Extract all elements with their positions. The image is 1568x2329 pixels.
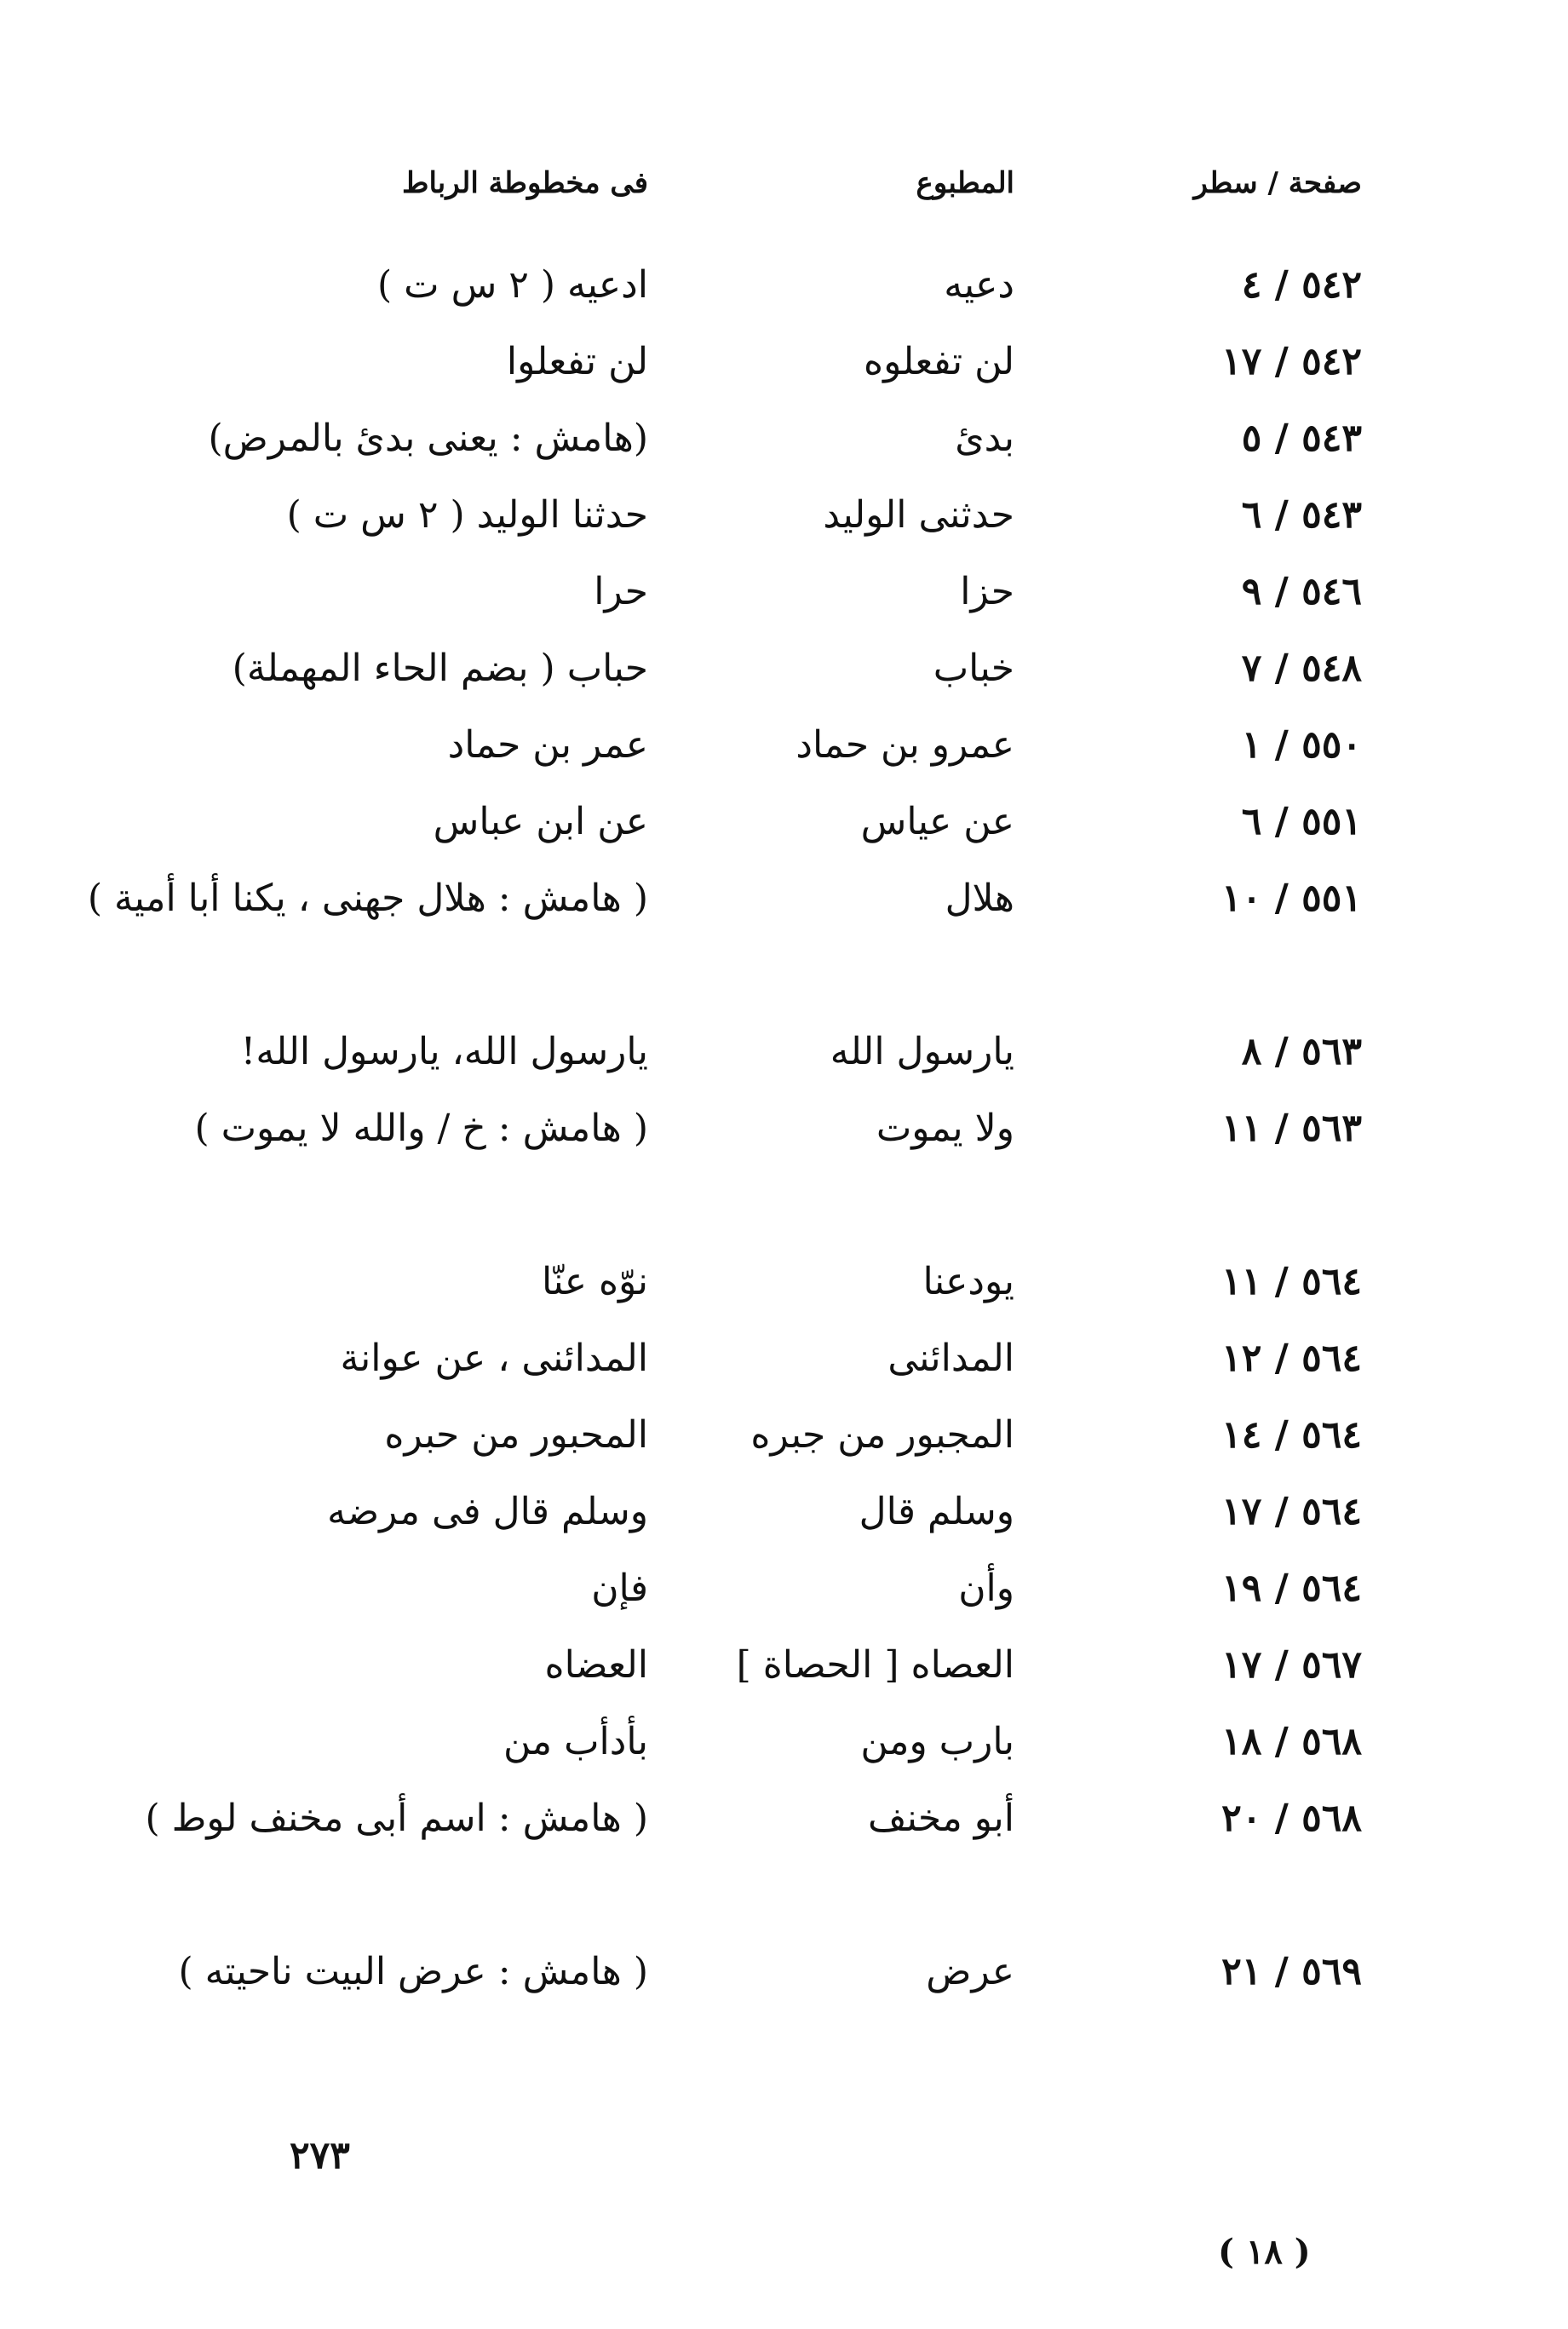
ref-cell: ٥٦٨ / ١٨ [1221,1720,1362,1763]
ref-cell: ٥٦٨ / ٢٠ [1221,1797,1362,1840]
printed-cell: ولا يموت [876,1107,1014,1150]
header-ref-label: صفحة / سطر [1193,166,1362,200]
header-printed-label: المطبوع [916,166,1014,200]
manuscript-cell: المحبور من حبره [384,1413,648,1457]
manuscript-cell: ( هامش : اسم أبى مخنف لوط ) [145,1797,648,1840]
printed-cell: عرض [926,1950,1014,1993]
manuscript-cell: (هامش : يعنى بدئ بالمرض) [208,417,648,460]
manuscript-cell: عمر بن حماد [447,723,648,767]
ref-cell: ٥٦٤ / ١٧ [1221,1490,1362,1533]
ref-cell: ٥٥١ / ٦ [1241,800,1362,843]
table-row [0,1320,1568,1397]
manuscript-cell: ( هامش : خ / والله لا يموت ) [194,1107,648,1150]
ref-cell: ٥٦٣ / ٨ [1241,1030,1362,1073]
manuscript-cell: عن ابن عباس [433,800,648,843]
table-row [0,1780,1568,1934]
manuscript-cell: ادعيه ( ٢ س ت ) [377,263,648,307]
table-row [0,554,1568,630]
printed-cell: وأن [958,1567,1014,1610]
manuscript-cell: حرا [594,570,648,613]
printed-cell: خباب [933,647,1014,690]
printed-cell: عمرو بن حماد [795,723,1014,767]
manuscript-cell: حباب ( بضم الحاء المهملة) [232,647,648,690]
ref-cell: ٥٦٤ / ١١ [1221,1260,1362,1303]
manuscript-cell: فإن [591,1567,648,1610]
manuscript-cell: العضاه [544,1643,648,1687]
manuscript-cell: وسلم قال فى مرضه [327,1490,648,1533]
table-row [0,1244,1568,1320]
printed-cell: وسلم قال [859,1490,1014,1533]
ref-cell: ٥٤٨ / ٧ [1241,647,1362,690]
ref-cell: ٥٦٩ / ٢١ [1221,1950,1362,1993]
table-row [0,1704,1568,1780]
printed-cell: لن تفعلوه [864,340,1014,383]
printed-cell: حزا [960,570,1014,613]
table-header [0,166,1568,217]
manuscript-cell: ( هامش : عرض البيت ناحيته ) [178,1950,648,1993]
ref-cell: ٥٦٤ / ١٢ [1221,1337,1362,1380]
printed-cell: المدائنى [887,1337,1014,1380]
table-row [0,1474,1568,1550]
table-row [0,860,1568,1014]
printed-cell: بدئ [955,417,1014,460]
ref-cell: ٥٤٢ / ٤ [1241,263,1362,307]
ref-cell: ٥٦٣ / ١١ [1221,1107,1362,1150]
printed-cell: بارب ومن [860,1720,1014,1763]
table-row [0,1934,1568,2087]
header-manuscript-label: فى مخطوطة الرباط [402,166,648,200]
ref-cell: ٥٦٤ / ١٤ [1221,1413,1362,1457]
manuscript-cell: لن تفعلوا [506,340,648,383]
errata-table [0,247,1568,2087]
table-row [0,1014,1568,1090]
manuscript-cell: حدثنا الوليد ( ٢ س ت ) [286,493,648,537]
ref-cell: ٥٥١ / ١٠ [1221,877,1362,920]
manuscript-cell: نوّه عنّا [542,1260,648,1303]
table-row [0,1397,1568,1474]
table-row [0,707,1568,784]
ref-cell: ٥٦٧ / ١٧ [1221,1643,1362,1687]
table-row [0,324,1568,400]
printed-cell: يودعنا [922,1260,1014,1303]
table-row [0,1627,1568,1704]
table-row [0,477,1568,554]
printed-cell: العصاه [ الحصاة ] [736,1643,1014,1687]
manuscript-cell: يارسول الله، يارسول الله! [240,1030,648,1073]
table-row [0,1090,1568,1244]
signature-mark: ( ١٨ ) [1218,2232,1311,2272]
manuscript-cell: بأدأب من [503,1720,648,1763]
printed-cell: يارسول الله [830,1030,1014,1073]
manuscript-cell: المدائنى ، عن عوانة [340,1337,648,1380]
table-row [0,784,1568,860]
table-row [0,247,1568,324]
ref-cell: ٥٤٢ / ١٧ [1221,340,1362,383]
ref-cell: ٥٤٣ / ٦ [1241,493,1362,537]
printed-cell: المجبور من جبره [750,1413,1014,1457]
ref-cell: ٥٤٦ / ٩ [1241,570,1362,613]
table-row [0,400,1568,477]
printed-cell: دعيه [944,263,1014,307]
table-row [0,630,1568,707]
printed-cell: عن عياس [860,800,1014,843]
printed-cell: حدثنى الوليد [823,493,1014,537]
ref-cell: ٥٥٠ / ١ [1241,723,1362,767]
manuscript-cell: ( هامش : هلال جهنى ، يكنا أبا أمية ) [87,877,648,920]
printed-cell: هلال [945,877,1014,920]
ref-cell: ٥٦٤ / ١٩ [1221,1567,1362,1610]
printed-cell: أبو مخنف [868,1797,1014,1840]
page-number: ٢٧٣ [290,2134,350,2177]
table-row [0,1550,1568,1627]
ref-cell: ٥٤٣ / ٥ [1241,417,1362,460]
